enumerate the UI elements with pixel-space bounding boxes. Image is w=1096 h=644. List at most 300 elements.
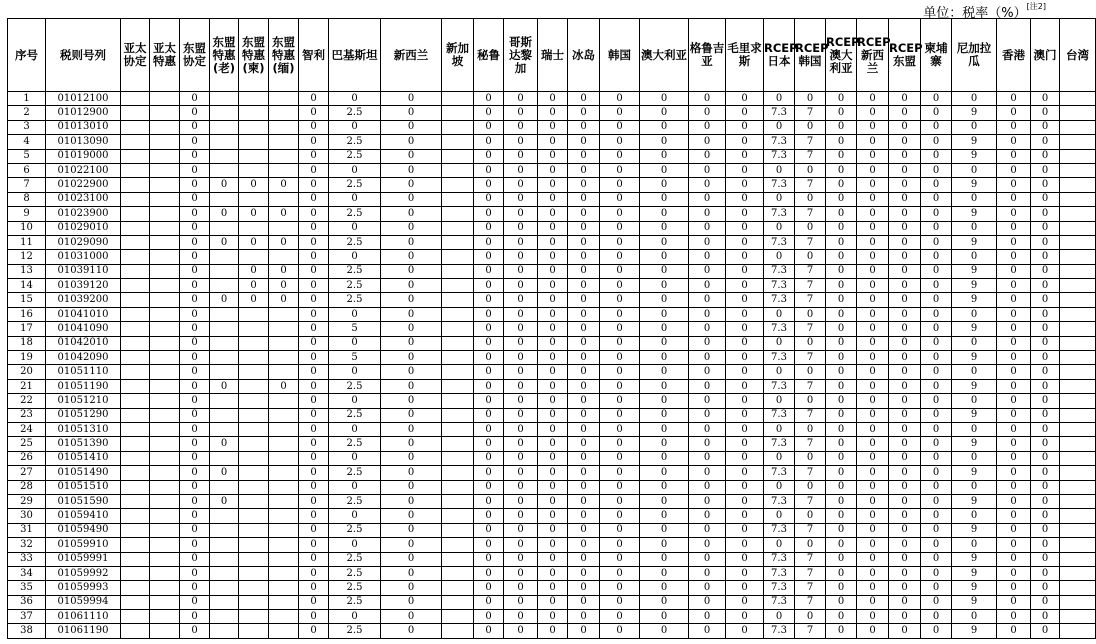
rate-cell: 0 <box>1031 322 1060 336</box>
rate-cell: 0 <box>474 336 504 350</box>
rate-cell: 0 <box>640 523 689 537</box>
rate-cell: 0 <box>921 610 952 624</box>
rate-cell <box>121 322 150 336</box>
rate-cell <box>121 336 150 350</box>
table-row <box>8 207 1096 221</box>
tariff-code: 01022900 <box>46 178 121 192</box>
rate-cell: 0 <box>504 581 538 595</box>
rate-cell: 0 <box>726 494 764 508</box>
rate-cell: 7 <box>795 379 826 393</box>
rate-cell: 0 <box>474 480 504 494</box>
rate-cell: 0 <box>1031 509 1060 523</box>
rate-cell <box>239 394 269 408</box>
rate-cell: 0 <box>857 379 889 393</box>
tariff-code: 01039200 <box>46 293 121 307</box>
rate-cell <box>1060 595 1096 609</box>
rate-cell: 0 <box>568 610 600 624</box>
rate-cell: 0 <box>921 451 952 465</box>
rate-cell <box>121 221 150 235</box>
rate-cell: 0 <box>600 466 640 480</box>
rate-cell: 0 <box>381 192 442 206</box>
rate-cell <box>1060 92 1096 106</box>
rate-cell: 0 <box>795 610 826 624</box>
rate-cell: 0 <box>826 379 857 393</box>
row-number: 1 <box>8 92 46 106</box>
rate-cell <box>269 552 299 566</box>
rate-cell <box>121 307 150 321</box>
rate-cell: 0 <box>726 523 764 537</box>
rate-cell: 0 <box>921 552 952 566</box>
rate-cell: 0 <box>640 149 689 163</box>
rate-cell <box>210 106 239 120</box>
rate-cell: 0 <box>795 221 826 235</box>
rate-cell: 0 <box>726 624 764 638</box>
rate-cell: 0 <box>600 92 640 106</box>
rate-cell <box>239 135 269 149</box>
rate-cell <box>442 538 474 552</box>
rate-cell: 0 <box>504 307 538 321</box>
rate-cell: 7 <box>795 235 826 249</box>
rate-cell: 2.5 <box>329 581 381 595</box>
rate-cell: 0 <box>474 408 504 422</box>
rate-cell: 0 <box>474 135 504 149</box>
rate-cell <box>121 92 150 106</box>
rate-cell: 9 <box>952 437 997 451</box>
rate-cell: 0 <box>381 624 442 638</box>
rate-cell: 0 <box>997 595 1031 609</box>
rate-cell <box>1060 250 1096 264</box>
rate-cell: 0 <box>826 408 857 422</box>
rate-cell: 0 <box>299 394 329 408</box>
rate-cell: 0 <box>795 394 826 408</box>
rate-cell <box>150 163 180 177</box>
row-number: 7 <box>8 178 46 192</box>
rate-cell: 0 <box>474 264 504 278</box>
rate-cell: 0 <box>640 437 689 451</box>
rate-cell: 0 <box>568 624 600 638</box>
tariff-code: 01051210 <box>46 394 121 408</box>
rate-cell: 0 <box>997 135 1031 149</box>
rate-cell: 0 <box>640 106 689 120</box>
rate-cell <box>269 394 299 408</box>
rate-cell: 0 <box>826 221 857 235</box>
rate-cell <box>150 365 180 379</box>
rate-cell: 0 <box>600 437 640 451</box>
rate-cell: 0 <box>726 480 764 494</box>
column-header: RCEP澳大利亚 <box>826 19 857 92</box>
table-row <box>8 610 1096 624</box>
rate-cell: 0 <box>381 221 442 235</box>
rate-cell <box>121 264 150 278</box>
rate-cell: 0 <box>826 538 857 552</box>
rate-cell <box>150 624 180 638</box>
rate-cell: 0 <box>764 538 795 552</box>
rate-cell: 0 <box>299 437 329 451</box>
rate-cell: 0 <box>826 322 857 336</box>
rate-cell: 0 <box>640 336 689 350</box>
rate-cell: 0 <box>474 566 504 580</box>
rate-cell <box>442 581 474 595</box>
rate-cell: 7.3 <box>764 566 795 580</box>
rate-cell: 0 <box>504 264 538 278</box>
rate-cell: 0 <box>857 135 889 149</box>
rate-cell: 0 <box>329 92 381 106</box>
rate-cell: 0 <box>640 451 689 465</box>
rate-cell: 0 <box>689 408 726 422</box>
rate-cell: 0 <box>857 538 889 552</box>
rate-cell: 0 <box>889 235 921 249</box>
rate-cell: 0 <box>764 120 795 134</box>
rate-cell: 2.5 <box>329 178 381 192</box>
rate-cell: 0 <box>689 595 726 609</box>
rate-cell: 0 <box>180 163 210 177</box>
rate-cell: 0 <box>381 307 442 321</box>
rate-cell: 0 <box>726 595 764 609</box>
rate-cell: 0 <box>689 624 726 638</box>
rate-cell: 0 <box>600 235 640 249</box>
rate-cell <box>269 149 299 163</box>
rate-cell: 0 <box>689 120 726 134</box>
rate-cell: 0 <box>1031 394 1060 408</box>
rate-cell: 0 <box>857 307 889 321</box>
rate-cell: 7 <box>795 207 826 221</box>
rate-cell: 0 <box>504 379 538 393</box>
table-row <box>8 379 1096 393</box>
rate-cell <box>121 610 150 624</box>
rate-cell: 0 <box>921 92 952 106</box>
rate-cell <box>239 365 269 379</box>
rate-cell: 0 <box>826 207 857 221</box>
rate-cell <box>121 379 150 393</box>
rate-cell <box>121 466 150 480</box>
rate-cell <box>210 149 239 163</box>
rate-cell: 9 <box>952 149 997 163</box>
rate-cell: 0 <box>952 192 997 206</box>
rate-cell <box>239 538 269 552</box>
rate-cell: 0 <box>474 365 504 379</box>
rate-cell: 0 <box>600 581 640 595</box>
rate-cell: 0 <box>689 437 726 451</box>
rate-cell: 9 <box>952 135 997 149</box>
rate-cell: 0 <box>826 307 857 321</box>
column-header: 新西兰 <box>381 19 442 92</box>
table-row <box>8 92 1096 106</box>
rate-cell: 9 <box>952 581 997 595</box>
rate-cell: 0 <box>826 106 857 120</box>
rate-cell: 0 <box>538 523 568 537</box>
rate-cell: 0 <box>640 509 689 523</box>
rate-cell: 0 <box>504 178 538 192</box>
rate-cell: 0 <box>726 509 764 523</box>
rate-cell: 0 <box>889 365 921 379</box>
rate-cell: 7 <box>795 322 826 336</box>
rate-cell: 0 <box>568 422 600 436</box>
rate-cell: 0 <box>857 581 889 595</box>
rate-cell <box>121 509 150 523</box>
rate-cell <box>1060 451 1096 465</box>
rate-cell <box>121 422 150 436</box>
rate-cell: 0 <box>568 178 600 192</box>
rate-cell <box>210 307 239 321</box>
rate-cell: 0 <box>889 451 921 465</box>
rate-cell <box>1060 135 1096 149</box>
rate-cell: 0 <box>826 92 857 106</box>
rate-cell: 9 <box>952 178 997 192</box>
column-header: RCEP新西兰 <box>857 19 889 92</box>
rate-cell: 0 <box>538 408 568 422</box>
rate-cell: 0 <box>889 192 921 206</box>
rate-cell <box>269 538 299 552</box>
rate-cell <box>269 422 299 436</box>
rate-cell: 0 <box>997 149 1031 163</box>
rate-cell: 0 <box>381 494 442 508</box>
rate-cell: 0 <box>689 322 726 336</box>
rate-cell <box>150 581 180 595</box>
rate-cell: 7 <box>795 106 826 120</box>
column-header: 东盟特惠(柬) <box>239 19 269 92</box>
rate-cell: 0 <box>726 92 764 106</box>
rate-cell <box>269 581 299 595</box>
rate-cell <box>121 135 150 149</box>
rate-cell: 0 <box>826 437 857 451</box>
rate-cell: 2.5 <box>329 106 381 120</box>
rate-cell: 0 <box>504 250 538 264</box>
rate-cell: 0 <box>600 595 640 609</box>
rate-cell: 0 <box>381 92 442 106</box>
rate-cell: 0 <box>381 610 442 624</box>
rate-cell: 0 <box>857 221 889 235</box>
rate-cell: 0 <box>568 595 600 609</box>
rate-cell: 0 <box>474 250 504 264</box>
rate-cell <box>239 408 269 422</box>
rate-cell: 7.3 <box>764 322 795 336</box>
rate-cell: 0 <box>857 494 889 508</box>
rate-cell: 0 <box>726 221 764 235</box>
rate-cell: 0 <box>997 494 1031 508</box>
rate-cell: 0 <box>504 221 538 235</box>
rate-cell: 0 <box>239 279 269 293</box>
rate-cell: 0 <box>689 379 726 393</box>
rate-cell <box>442 163 474 177</box>
rate-cell: 0 <box>997 235 1031 249</box>
rate-cell: 7.3 <box>764 178 795 192</box>
rate-cell <box>269 221 299 235</box>
rate-cell: 0 <box>269 264 299 278</box>
rate-cell: 9 <box>952 351 997 365</box>
table-row <box>8 106 1096 120</box>
rate-cell: 0 <box>997 581 1031 595</box>
rate-cell: 0 <box>826 494 857 508</box>
rate-cell <box>442 336 474 350</box>
rate-cell: 0 <box>568 394 600 408</box>
rate-cell: 0 <box>381 408 442 422</box>
rate-cell: 0 <box>600 307 640 321</box>
rate-cell: 0 <box>329 538 381 552</box>
rate-cell: 9 <box>952 207 997 221</box>
tariff-code: 01029010 <box>46 221 121 235</box>
row-number: 26 <box>8 451 46 465</box>
rate-cell: 0 <box>600 610 640 624</box>
row-number: 27 <box>8 466 46 480</box>
rate-cell: 0 <box>568 509 600 523</box>
rate-cell: 2.5 <box>329 494 381 508</box>
rate-cell: 0 <box>857 293 889 307</box>
rate-cell: 0 <box>299 509 329 523</box>
rate-cell: 0 <box>826 120 857 134</box>
rate-cell: 7 <box>795 581 826 595</box>
rate-cell: 0 <box>889 581 921 595</box>
tariff-code: 01051290 <box>46 408 121 422</box>
rate-cell: 0 <box>180 552 210 566</box>
rate-cell <box>269 595 299 609</box>
rate-cell <box>442 422 474 436</box>
rate-cell: 7.3 <box>764 379 795 393</box>
rate-cell: 0 <box>381 523 442 537</box>
rate-cell: 0 <box>857 624 889 638</box>
rate-cell: 0 <box>538 250 568 264</box>
column-header: 澳大利亚 <box>640 19 689 92</box>
rate-cell <box>1060 408 1096 422</box>
rate-cell <box>269 322 299 336</box>
rate-cell: 0 <box>504 336 538 350</box>
rate-cell: 0 <box>889 509 921 523</box>
rate-cell <box>150 523 180 537</box>
row-number: 36 <box>8 595 46 609</box>
rate-cell <box>210 192 239 206</box>
rate-cell: 0 <box>889 92 921 106</box>
rate-cell: 0 <box>299 494 329 508</box>
rate-cell <box>1060 279 1096 293</box>
rate-cell: 0 <box>180 581 210 595</box>
rate-cell: 0 <box>600 135 640 149</box>
rate-cell: 0 <box>504 207 538 221</box>
rate-cell: 0 <box>826 192 857 206</box>
rate-cell: 0 <box>1031 581 1060 595</box>
rate-cell: 0 <box>568 163 600 177</box>
rate-cell: 2.5 <box>329 264 381 278</box>
rate-cell: 0 <box>180 178 210 192</box>
table-row <box>8 264 1096 278</box>
table-row <box>8 451 1096 465</box>
rate-cell: 0 <box>180 120 210 134</box>
table-row <box>8 192 1096 206</box>
rate-cell: 0 <box>1031 135 1060 149</box>
rate-cell: 7 <box>795 466 826 480</box>
rate-cell: 0 <box>640 120 689 134</box>
rate-cell: 0 <box>1031 437 1060 451</box>
rate-cell <box>121 624 150 638</box>
rate-cell <box>150 92 180 106</box>
rate-cell <box>239 379 269 393</box>
rate-cell: 0 <box>299 538 329 552</box>
rate-cell: 0 <box>504 408 538 422</box>
rate-cell: 7 <box>795 408 826 422</box>
rate-cell: 0 <box>640 408 689 422</box>
rate-cell: 0 <box>889 552 921 566</box>
rate-cell: 0 <box>474 351 504 365</box>
rate-cell <box>239 581 269 595</box>
rate-cell: 0 <box>689 365 726 379</box>
rate-cell: 0 <box>600 624 640 638</box>
rate-cell: 0 <box>504 192 538 206</box>
rate-cell: 0 <box>381 451 442 465</box>
rate-cell: 0 <box>239 293 269 307</box>
rate-cell: 0 <box>239 264 269 278</box>
rate-cell: 0 <box>568 552 600 566</box>
rate-cell: 0 <box>299 322 329 336</box>
rate-cell: 0 <box>857 480 889 494</box>
row-number: 30 <box>8 509 46 523</box>
rate-cell: 0 <box>504 538 538 552</box>
rate-cell <box>269 494 299 508</box>
rate-cell: 0 <box>889 538 921 552</box>
rate-cell: 0 <box>921 351 952 365</box>
rate-cell: 0 <box>921 221 952 235</box>
rate-cell: 0 <box>269 207 299 221</box>
rate-cell: 0 <box>299 480 329 494</box>
table-row <box>8 178 1096 192</box>
rate-cell: 0 <box>997 120 1031 134</box>
rate-cell: 0 <box>474 552 504 566</box>
rate-cell: 0 <box>857 322 889 336</box>
tariff-code: 01061190 <box>46 624 121 638</box>
row-number: 35 <box>8 581 46 595</box>
rate-cell <box>210 351 239 365</box>
column-header: 秘鲁 <box>474 19 504 92</box>
rate-cell: 0 <box>538 106 568 120</box>
rate-cell: 0 <box>180 235 210 249</box>
rate-cell: 0 <box>689 566 726 580</box>
header-row <box>8 19 1096 92</box>
rate-cell <box>239 336 269 350</box>
rate-cell: 0 <box>381 466 442 480</box>
table-row <box>8 480 1096 494</box>
rate-cell: 0 <box>1031 379 1060 393</box>
rate-cell: 0 <box>381 120 442 134</box>
rate-cell <box>121 408 150 422</box>
rate-cell: 0 <box>329 610 381 624</box>
rate-cell: 0 <box>474 163 504 177</box>
rate-cell: 0 <box>474 307 504 321</box>
rate-cell: 2.5 <box>329 437 381 451</box>
rate-cell: 0 <box>600 552 640 566</box>
row-number: 19 <box>8 351 46 365</box>
rate-cell: 0 <box>568 466 600 480</box>
rate-cell: 0 <box>299 365 329 379</box>
rate-cell <box>239 552 269 566</box>
rate-cell <box>442 451 474 465</box>
rate-cell: 0 <box>381 322 442 336</box>
rate-cell: 0 <box>826 610 857 624</box>
rate-cell: 0 <box>689 178 726 192</box>
rate-cell: 0 <box>921 422 952 436</box>
rate-cell: 0 <box>952 307 997 321</box>
rate-cell <box>1060 149 1096 163</box>
table-row <box>8 351 1096 365</box>
rate-cell: 0 <box>180 595 210 609</box>
rate-cell: 7.3 <box>764 106 795 120</box>
rate-cell: 0 <box>538 422 568 436</box>
rate-cell: 0 <box>329 221 381 235</box>
table-row <box>8 163 1096 177</box>
rate-cell: 0 <box>726 178 764 192</box>
rate-cell: 0 <box>857 264 889 278</box>
tariff-code: 01023900 <box>46 207 121 221</box>
rate-cell: 0 <box>329 422 381 436</box>
rate-cell: 0 <box>795 307 826 321</box>
rate-cell: 0 <box>299 422 329 436</box>
rate-cell <box>121 451 150 465</box>
